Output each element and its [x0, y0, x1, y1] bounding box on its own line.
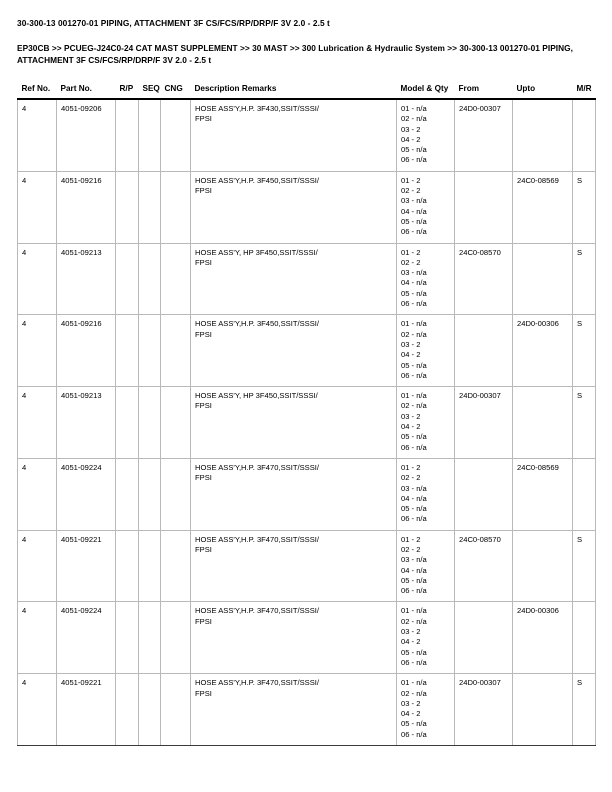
cell-model-qty-line: 02 - 2	[401, 186, 421, 196]
cell-model-qty	[397, 315, 455, 387]
parts-table-body	[18, 99, 596, 746]
cell-upto: 24C0-08569	[513, 458, 573, 530]
cell-model-qty-line: 03 - 2	[401, 339, 421, 349]
cell-model-qty-line: 06 - n/a	[401, 657, 427, 667]
table-row	[18, 315, 596, 387]
cell-description	[191, 99, 397, 171]
cell-part-no: 4051-09221	[57, 674, 116, 746]
cell-rp	[116, 458, 139, 530]
cell-description	[191, 602, 397, 674]
cell-from	[455, 315, 513, 387]
cell-model-qty-line: 03 - n/a	[401, 483, 427, 493]
cell-description-line: HOSE ASS'Y,H.P. 3F470,SSIT/SSSI/	[195, 678, 319, 688]
cell-from: 24C0-08570	[455, 243, 513, 315]
column-header-description: Description Remarks	[194, 84, 277, 93]
cell-model-qty-line: 02 - n/a	[401, 401, 427, 411]
cell-from: 24C0-08570	[455, 530, 513, 602]
cell-upto	[513, 99, 573, 171]
cell-cng	[161, 602, 191, 674]
cell-model-qty-line: 05 - n/a	[401, 647, 427, 657]
cell-model-qty-line: 01 - n/a	[401, 104, 427, 113]
cell-ref-no: 4	[18, 674, 57, 746]
cell-part-no: 4051-09216	[57, 171, 116, 243]
cell-description	[191, 387, 397, 459]
cell-description-line: FPSI	[195, 329, 212, 339]
cell-model-qty-line: 04 - 2	[401, 350, 421, 360]
table-row	[18, 530, 596, 602]
cell-mr: S	[573, 243, 596, 315]
cell-ref-no: 4	[18, 99, 57, 171]
cell-model-qty-line: 05 - n/a	[401, 145, 427, 155]
cell-from	[455, 458, 513, 530]
cell-model-qty-line: 02 - 2	[401, 544, 421, 554]
cell-cng	[161, 530, 191, 602]
cell-ref-no: 4	[18, 243, 57, 315]
cell-description-line: FPSI	[195, 688, 212, 698]
cell-model-qty-line: 01 - n/a	[401, 319, 427, 329]
cell-model-qty-line: 02 - n/a	[401, 114, 427, 124]
cell-upto: 24D0-00306	[513, 315, 573, 387]
cell-seq	[139, 458, 161, 530]
cell-description-line: HOSE ASS'Y,H.P. 3F450,SSIT/SSSI/	[195, 319, 319, 329]
cell-model-qty-line: 05 - n/a	[401, 216, 427, 226]
cell-seq	[139, 602, 161, 674]
cell-model-qty-line: 06 - n/a	[401, 155, 427, 165]
cell-model-qty-line: 02 - n/a	[401, 616, 427, 626]
cell-mr: S	[573, 315, 596, 387]
cell-model-qty-line: 01 - 2	[401, 247, 421, 257]
cell-model-qty	[397, 602, 455, 674]
cell-rp	[116, 171, 139, 243]
cell-description-line: FPSI	[195, 186, 212, 196]
cell-description	[191, 315, 397, 387]
cell-rp	[116, 674, 139, 746]
cell-rp	[116, 243, 139, 315]
cell-part-no: 4051-09224	[57, 602, 116, 674]
cell-description	[191, 171, 397, 243]
parts-table-container	[17, 84, 595, 746]
cell-seq	[139, 530, 161, 602]
cell-model-qty-line: 06 - n/a	[401, 514, 427, 524]
cell-seq	[139, 99, 161, 171]
cell-model-qty-line: 06 - n/a	[401, 586, 427, 596]
table-header-row	[18, 84, 596, 99]
cell-model-qty-line: 04 - n/a	[401, 278, 427, 288]
column-header-part-no: Part No.	[60, 84, 92, 93]
cell-model-qty-line: 04 - 2	[401, 134, 421, 144]
cell-cng	[161, 674, 191, 746]
cell-model-qty	[397, 99, 455, 171]
cell-model-qty-line: 06 - n/a	[401, 729, 427, 739]
cell-upto	[513, 243, 573, 315]
cell-model-qty-line: 05 - n/a	[401, 719, 427, 729]
cell-rp	[116, 99, 139, 171]
cell-part-no: 4051-09216	[57, 315, 116, 387]
cell-model-qty-line: 04 - n/a	[401, 206, 427, 216]
cell-cng	[161, 243, 191, 315]
column-header-ref-no: Ref No.	[21, 84, 51, 93]
cell-mr: S	[573, 674, 596, 746]
cell-model-qty	[397, 243, 455, 315]
cell-model-qty-line: 02 - n/a	[401, 688, 427, 698]
cell-cng	[161, 387, 191, 459]
cell-model-qty-line: 04 - 2	[401, 422, 421, 432]
cell-model-qty-line: 04 - 2	[401, 637, 421, 647]
cell-ref-no: 4	[18, 315, 57, 387]
cell-upto: 24D0-00306	[513, 602, 573, 674]
cell-model-qty	[397, 171, 455, 243]
cell-seq	[139, 243, 161, 315]
cell-ref-no: 4	[18, 458, 57, 530]
cell-model-qty-line: 03 - n/a	[401, 555, 427, 565]
table-row	[18, 99, 596, 171]
cell-model-qty-line: 02 - 2	[401, 473, 421, 483]
cell-model-qty-line: 01 - n/a	[401, 606, 427, 616]
cell-description	[191, 530, 397, 602]
cell-description-line: HOSE ASS'Y, HP 3F450,SSIT/SSSI/	[195, 391, 318, 401]
cell-description-line: HOSE ASS'Y,H.P. 3F430,SSIT/SSSI/	[195, 104, 319, 113]
cell-rp	[116, 530, 139, 602]
cell-model-qty-line: 06 - n/a	[401, 442, 427, 452]
cell-mr	[573, 99, 596, 171]
cell-description	[191, 674, 397, 746]
table-row	[18, 243, 596, 315]
column-header-rp: R/P	[119, 84, 134, 93]
cell-cng	[161, 99, 191, 171]
cell-from	[455, 171, 513, 243]
cell-cng	[161, 458, 191, 530]
cell-description-line: HOSE ASS'Y, HP 3F450,SSIT/SSSI/	[195, 247, 318, 257]
cell-description-line: FPSI	[195, 114, 212, 124]
cell-rp	[116, 602, 139, 674]
column-header-cng: CNG	[164, 84, 183, 93]
column-header-upto: Upto	[516, 84, 536, 93]
cell-description	[191, 458, 397, 530]
column-header-seq: SEQ	[142, 84, 160, 93]
cell-upto	[513, 674, 573, 746]
cell-model-qty-line: 01 - 2	[401, 534, 421, 544]
cell-model-qty-line: 03 - n/a	[401, 268, 427, 278]
breadcrumb: EP30CB >> PCUEG-J24C0-24 CAT MAST SUPPLEMENT >> 30 MAST >> 300 Lubrication & Hydraulic System >> 30-300-13 001270-01 PIPING, ATTACHMENT 3F CS/FCS/RP/DRP/F 3V 2.0 - 2.5 t	[17, 43, 574, 65]
page-title: 30-300-13 001270-01 PIPING, ATTACHMENT 3F CS/FCS/RP/DRP/F 3V 2.0 - 2.5 t	[17, 18, 330, 28]
cell-model-qty-line: 05 - n/a	[401, 575, 427, 585]
cell-ref-no: 4	[18, 387, 57, 459]
cell-model-qty-line: 02 - n/a	[401, 329, 427, 339]
cell-model-qty-line: 03 - 2	[401, 698, 421, 708]
cell-description-line: FPSI	[195, 616, 212, 626]
cell-model-qty-line: 06 - n/a	[401, 299, 427, 309]
cell-from	[455, 602, 513, 674]
cell-description	[191, 243, 397, 315]
cell-model-qty-line: 03 - 2	[401, 124, 421, 134]
cell-description-line: HOSE ASS'Y,H.P. 3F450,SSIT/SSSI/	[195, 175, 319, 185]
cell-part-no: 4051-09206	[57, 99, 116, 171]
cell-description-line: FPSI	[195, 257, 212, 267]
cell-from: 24D0-00307	[455, 99, 513, 171]
cell-upto	[513, 530, 573, 602]
cell-cng	[161, 171, 191, 243]
cell-description-line: HOSE ASS'Y,H.P. 3F470,SSIT/SSSI/	[195, 606, 319, 616]
cell-seq	[139, 674, 161, 746]
cell-ref-no: 4	[18, 530, 57, 602]
cell-description-line: FPSI	[195, 401, 212, 411]
cell-from: 24D0-00307	[455, 674, 513, 746]
cell-mr	[573, 458, 596, 530]
cell-model-qty-line: 06 - n/a	[401, 370, 427, 380]
parts-table	[17, 84, 596, 746]
cell-rp	[116, 315, 139, 387]
cell-model-qty-line: 04 - 2	[401, 709, 421, 719]
cell-model-qty-line: 02 - 2	[401, 257, 421, 267]
cell-rp	[116, 387, 139, 459]
cell-description-line: FPSI	[195, 473, 212, 483]
cell-seq	[139, 315, 161, 387]
table-row	[18, 171, 596, 243]
cell-model-qty	[397, 530, 455, 602]
cell-model-qty-line: 05 - n/a	[401, 504, 427, 514]
cell-mr	[573, 602, 596, 674]
cell-mr: S	[573, 530, 596, 602]
cell-part-no: 4051-09213	[57, 243, 116, 315]
column-header-from: From	[458, 84, 479, 93]
cell-seq	[139, 171, 161, 243]
cell-part-no: 4051-09213	[57, 387, 116, 459]
cell-model-qty-line: 05 - n/a	[401, 360, 427, 370]
cell-model-qty-line: 01 - n/a	[401, 678, 427, 688]
cell-part-no: 4051-09224	[57, 458, 116, 530]
cell-model-qty-line: 03 - n/a	[401, 196, 427, 206]
cell-seq	[139, 387, 161, 459]
cell-description-line: FPSI	[195, 544, 212, 554]
cell-ref-no: 4	[18, 171, 57, 243]
cell-part-no: 4051-09221	[57, 530, 116, 602]
cell-description-line: HOSE ASS'Y,H.P. 3F470,SSIT/SSSI/	[195, 462, 319, 472]
cell-mr: S	[573, 387, 596, 459]
cell-model-qty-line: 04 - n/a	[401, 493, 427, 503]
column-header-mr: M/R	[576, 84, 592, 93]
cell-model-qty-line: 01 - 2	[401, 175, 421, 185]
table-row	[18, 602, 596, 674]
column-header-model-qty: Model & Qty	[400, 84, 449, 93]
table-row	[18, 458, 596, 530]
parts-table-header	[18, 84, 596, 99]
cell-ref-no: 4	[18, 602, 57, 674]
cell-model-qty-line: 05 - n/a	[401, 288, 427, 298]
table-row	[18, 387, 596, 459]
cell-model-qty-line: 04 - n/a	[401, 565, 427, 575]
cell-from: 24D0-00307	[455, 387, 513, 459]
cell-model-qty-line: 03 - 2	[401, 411, 421, 421]
table-row	[18, 674, 596, 746]
cell-model-qty	[397, 674, 455, 746]
cell-mr: S	[573, 171, 596, 243]
cell-model-qty	[397, 387, 455, 459]
cell-model-qty	[397, 458, 455, 530]
cell-model-qty-line: 06 - n/a	[401, 227, 427, 237]
cell-model-qty-line: 01 - n/a	[401, 391, 427, 401]
cell-model-qty-line: 01 - 2	[401, 462, 421, 472]
cell-cng	[161, 315, 191, 387]
cell-model-qty-line: 05 - n/a	[401, 432, 427, 442]
cell-upto	[513, 387, 573, 459]
cell-model-qty-line: 03 - 2	[401, 627, 421, 637]
cell-description-line: HOSE ASS'Y,H.P. 3F470,SSIT/SSSI/	[195, 534, 319, 544]
cell-upto: 24C0-08569	[513, 171, 573, 243]
